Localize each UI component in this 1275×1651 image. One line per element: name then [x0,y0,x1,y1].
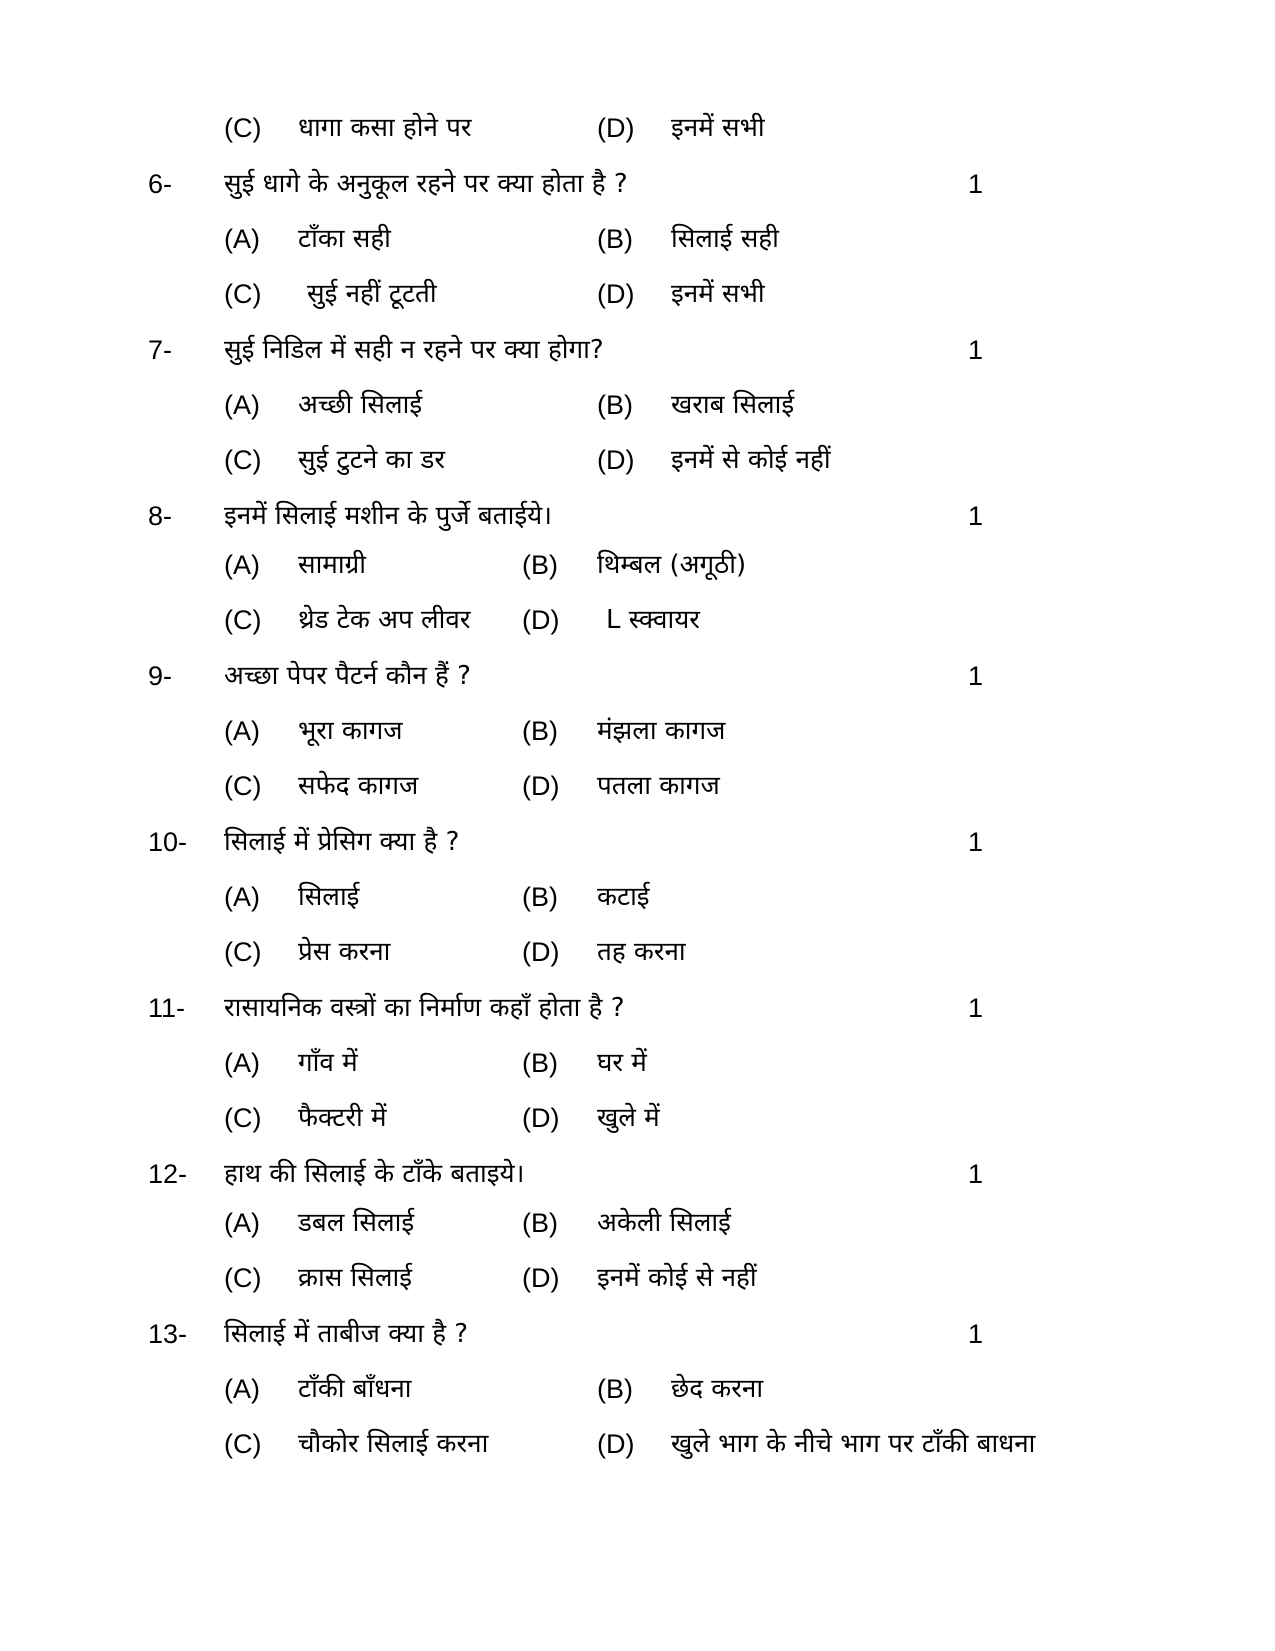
question-row [0,496,1275,536]
question-row [0,164,1275,204]
option-label: (C) [224,445,262,475]
option-text: खुले भाग के नीचे भाग पर टाँकी बाधना [671,1429,1036,1459]
option-row [0,877,1275,917]
option-text: गाँव में [298,1048,358,1078]
option-label: (C) [224,605,262,635]
question-marks: 1 [968,1319,984,1349]
question-marks: 1 [968,661,984,691]
option-row [0,1098,1275,1138]
question-row [0,330,1275,370]
question-marks: 1 [968,335,984,365]
option-text: भूरा कागज [298,716,403,746]
option-text: इनमें सभी [671,279,765,309]
question-number: 6- [148,169,173,199]
option-label: (C) [224,1429,262,1459]
option-label: (D) [597,1429,635,1459]
question-text: सिलाई में प्रेसिग क्या है ? [224,827,460,857]
option-row [0,545,1275,585]
question-marks: 1 [968,827,984,857]
option-label: (C) [224,937,262,967]
option-row [0,1203,1275,1243]
option-text: छेद करना [671,1374,764,1404]
option-text: इनमें सभी [671,113,765,143]
option-text: खुले में [597,1103,660,1133]
option-text: डबल सिलाई [298,1208,415,1238]
option-text: खराब सिलाई [671,390,795,420]
option-text: सफेद कागज [298,771,419,801]
option-label: (D) [597,113,635,143]
question-row [0,656,1275,696]
option-text: सुई नहीं टूटती [307,279,437,309]
option-row [0,711,1275,751]
question-number: 10- [148,827,188,857]
question-number: 7- [148,335,173,365]
question-number: 13- [148,1319,188,1349]
option-label: (B) [522,716,558,746]
option-text: टाँका सही [298,224,391,254]
option-row [0,274,1275,314]
option-text: कटाई [597,882,650,912]
option-row [0,1043,1275,1083]
question-row [0,822,1275,862]
option-text: सुई टुटने का डर [298,445,446,475]
option-row [0,600,1275,640]
option-label: (B) [522,1208,558,1238]
question-marks: 1 [968,993,984,1023]
option-text: प्रेस करना [298,937,391,967]
option-row [0,766,1275,806]
option-text: टाँकी बाँधना [298,1374,412,1404]
question-row [0,1154,1275,1194]
option-row [0,932,1275,972]
option-text: तह करना [597,937,686,967]
option-label: (A) [224,716,260,746]
option-label: (C) [224,771,262,801]
option-text: L स्क्वायर [606,605,700,635]
option-label: (C) [224,1103,262,1133]
option-row [0,440,1275,480]
option-row [0,108,1275,148]
option-label: (A) [224,1374,260,1404]
option-label: (D) [522,1263,560,1293]
option-text: सिलाई [298,882,360,912]
option-label: (B) [522,1048,558,1078]
option-row [0,1424,1275,1464]
option-label: (A) [224,1048,260,1078]
question-text: सुई धागे के अनुकूल रहने पर क्या होता है ? [224,169,628,199]
option-label: (C) [224,113,262,143]
option-label: (B) [522,550,558,580]
option-label: (A) [224,882,260,912]
option-text: मंझला कागज [597,716,726,746]
option-text: क्रास सिलाई [298,1263,412,1293]
option-text: अच्छी सिलाई [298,390,423,420]
option-text: सिलाई सही [671,224,779,254]
question-number: 12- [148,1159,188,1189]
option-text: इनमें से कोई नहीं [671,445,831,475]
option-text: थिम्बल (अगूठी) [597,550,747,580]
option-label: (D) [522,771,560,801]
option-label: (B) [597,1374,633,1404]
option-text: इनमें कोई से नहीं [597,1263,757,1293]
option-text: फैक्टरी में [298,1103,387,1133]
option-label: (A) [224,1208,260,1238]
question-number: 11- [148,993,186,1023]
option-label: (B) [597,224,633,254]
question-text: रासायनिक वस्त्रों का निर्माण कहाँ होता है ? [224,993,625,1023]
question-number: 9- [148,661,173,691]
option-label: (A) [224,550,260,580]
question-text: अच्छा पेपर पैटर्न कौन हैं ? [224,661,471,691]
question-text: इनमें सिलाई मशीन के पुर्जे बताईये। [224,501,553,531]
question-number: 8- [148,501,173,531]
question-marks: 1 [968,1159,984,1189]
option-label: (A) [224,224,260,254]
option-label: (C) [224,279,262,309]
question-text: सुई निडिल में सही न रहने पर क्या होगा? [224,335,604,365]
option-label: (D) [522,1103,560,1133]
option-text: धागा कसा होने पर [298,113,472,143]
option-text: अकेली सिलाई [597,1208,731,1238]
question-marks: 1 [968,169,984,199]
option-label: (D) [522,937,560,967]
question-row [0,988,1275,1028]
option-text: चौकोर सिलाई करना [298,1429,489,1459]
option-row [0,1258,1275,1298]
option-text: पतला कागज [597,771,720,801]
option-label: (A) [224,390,260,420]
option-label: (D) [522,605,560,635]
option-label: (D) [597,445,635,475]
question-row [0,1314,1275,1354]
question-text: सिलाई में ताबीज क्या है ? [224,1319,469,1349]
question-text: हाथ की सिलाई के टाँके बताइये। [224,1159,525,1189]
option-label: (B) [597,390,633,420]
option-label: (B) [522,882,558,912]
option-text: थ्रेड टेक अप लीवर [298,605,471,635]
option-row [0,385,1275,425]
option-text: घर में [597,1048,647,1078]
question-marks: 1 [968,501,984,531]
option-text: सामाग्री [298,550,366,580]
option-label: (D) [597,279,635,309]
option-row [0,219,1275,259]
option-label: (C) [224,1263,262,1293]
option-row [0,1369,1275,1409]
